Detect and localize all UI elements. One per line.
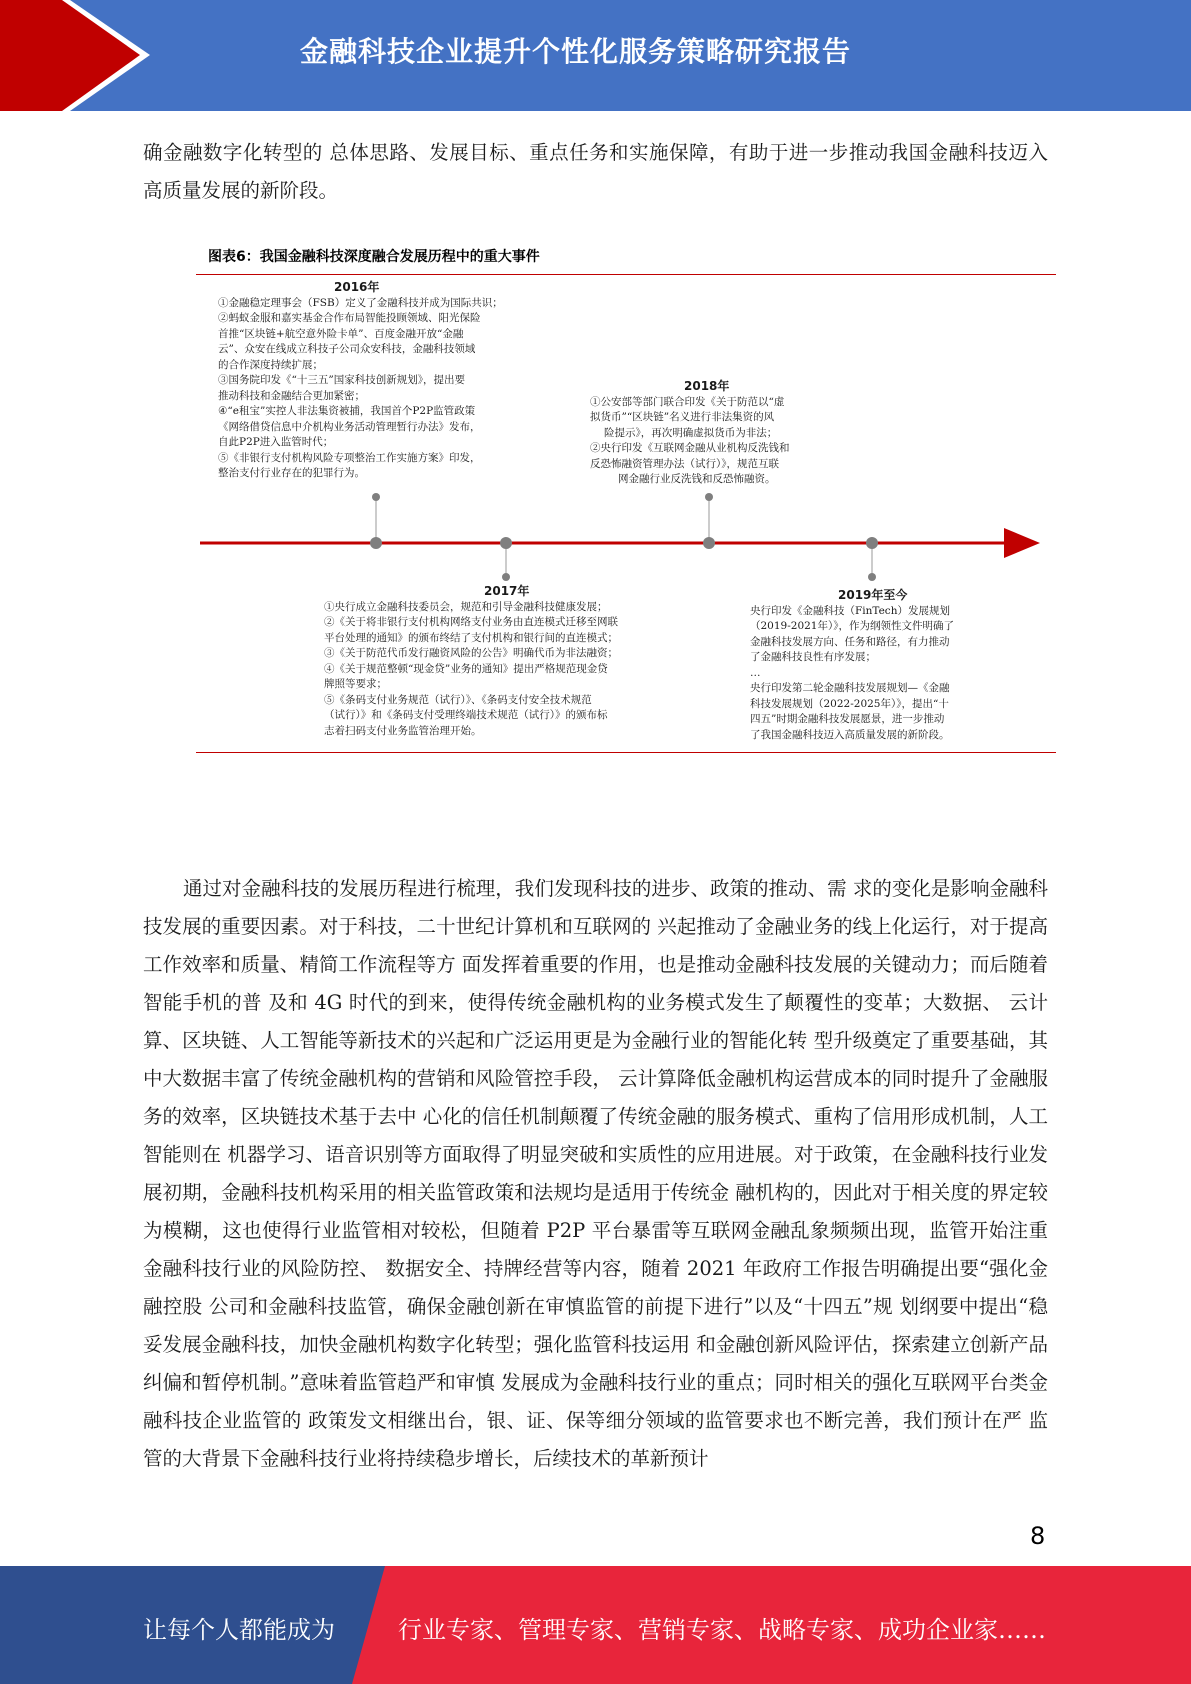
- event-year: 2017年: [484, 584, 530, 598]
- report-title: 金融科技企业提升个性化服务策略研究报告: [300, 35, 852, 68]
- event-line: 整治支付行业存在的犯罪行为。: [218, 467, 365, 479]
- event-line: 四五”时期金融科技发展愿景，进一步推动: [750, 713, 945, 725]
- timeline-node-2016: [370, 493, 382, 549]
- event-line: 险提示》，再次明确虚拟货币为非法；: [604, 426, 778, 439]
- event-line: ②《关于将非银行支付机构网络支付业务由直连模式迁移至网联: [324, 616, 618, 628]
- event-line: ①央行成立金融科技委员会，规范和引导金融科技健康发展；: [324, 600, 608, 613]
- event-line: ④“e租宝”实控人非法集资被捕，我国首个P2P监管政策: [218, 405, 476, 417]
- event-line: （2019-2021年）》，作为纲领性文件明确了: [750, 620, 954, 632]
- event-line: 牌照等要求；: [324, 678, 387, 690]
- event-line: 的合作深度持续扩展；: [218, 358, 323, 371]
- event-2019: [750, 588, 1030, 743]
- body-paragraph-2: 通过对金融科技的发展历程进行梳理，我们发现科技的进步、政策的推动、需 求的变化是影响金融科技发展的重要因素。对于科技，二十世纪计算机和互联网的 兴起推动了金融业务的线上化运行，对于提高工作效率和质量、精简工作流程等方 面发挥着重要的作用，也是推动金融科技发展的关键动力；而后随着智能手机的普 及和 4G 时代的到来，使得传统金融机构的业务模式发生了颠覆性的变革；大数据、 云计算、区块链、人工智能等新技术的兴起和广泛运用更是为金融行业的智能化转 型升级奠定了重要基础，其中大数据丰富了传统金融机构的营销和风险管控手段， 云计算降低金融机构运营成本的同时提升了金融服务的效率，区块链技术基于去中 心化的信任机制颠覆了传统金融的服务模式、重构了信用形成机制，人工智能则在 机器学习、语音识别等方面取得了明显突破和实质性的应用进展。对于政策，在金融科技行业发展初期，金融科技机构采用的相关监管政策和法规均是适用于传统金 融机构的，因此对于相关度的界定较为模糊，这也使得行业监管相对较松，但随着 P2P 平台暴雷等互联网金融乱象频频出现，监管开始注重金融科技行业的风险防控、 数据安全、持牌经营等内容，随着 2021 年政府工作报告明确提出要“强化金融控股 公司和金融科技监管，确保金融创新在审慎监管的前提下进行”以及“十四五”规 划纲要中提出“稳妥发展金融科技，加快金融机构数字化转型；强化监管科技运用 和金融创新风险评估，探索建立创新产品纠偏和暂停机制。”意味着监管趋严和审慎 发展成为金融科技行业的重点；同时相关的强化互联网平台类金融科技企业监管的 政策发文相继出台，银、证、保等细分领域的监管要求也不断完善，我们预计在严 监管的大背景下金融科技行业将持续稳步增长，后续技术的革新预计: [143, 877, 1048, 1470]
- footer-slogan-right: 行业专家、管理专家、营销专家、战略专家、成功企业家……: [398, 1616, 1046, 1644]
- header-chevron-icon: [0, 0, 160, 111]
- event-line: 央行印发《金融科技（FinTech）发展规划: [750, 604, 950, 617]
- event-line: ②蚂蚁金服和嘉实基金合作布局智能投顾领域、阳光保险: [218, 312, 481, 324]
- event-line: ⑤《条码支付业务规范（试行）》、《条码支付安全技术规范: [324, 693, 592, 706]
- event-line: 推动科技和金融结合更加紧密；: [218, 389, 365, 402]
- body-paragraph-1: 确金融数字化转型的 总体思路、发展目标、重点任务和实施保障，有助于进一步推动我国金融科技迈入 高质量发展的新阶段。: [143, 141, 1048, 202]
- event-line: 了我国金融科技迈入高质量发展的新阶段。: [750, 728, 950, 741]
- event-line: ⑤《非银行支付机构风险专项整治工作实施方案》印发，: [218, 451, 481, 464]
- event-line: 反恐怖融资管理办法（试行）》，规范互联: [590, 457, 779, 470]
- event-line: 了金融科技良性有序发展；: [750, 651, 876, 663]
- event-line: 平台处理的通知》的颁布终结了支付机构和银行间的直连模式；: [324, 631, 618, 644]
- event-line: 科技发展规划（2022-2025年）》，提出“十: [750, 697, 949, 710]
- event-line: 金融科技发展方向、任务和路径，有力推动: [750, 635, 950, 648]
- footer-slogan-left: 让每个人都能成为: [143, 1616, 335, 1644]
- event-line: 志着扫码支付业务监管治理开始。: [324, 724, 482, 737]
- timeline-node-2018: [703, 493, 715, 549]
- figure-title: 图表6：我国金融科技深度融合发展历程中的重大事件: [208, 249, 540, 265]
- event-line: ②央行印发《互联网金融从业机构反洗钱和: [590, 442, 790, 454]
- event-line: 自此P2P进入监管时代；: [218, 436, 334, 448]
- event-line: ③《关于防范代币发行融资风险的公告》明确代币为非法融资；: [324, 647, 618, 659]
- event-line: 央行印发第二轮金融科技发展规划—《金融: [750, 682, 950, 694]
- event-line: 首推“区块链+航空意外险卡单”、百度金融开放“金融: [218, 327, 464, 340]
- event-line: （试行）》和《条码支付受理终端技术规范（试行）》的颁布标: [324, 709, 608, 721]
- event-line: ①公安部等部门联合印发《关于防范以“虚: [590, 395, 785, 408]
- event-line: ①金融稳定理事会（FSB）定义了金融科技并成为国际共识；: [218, 296, 503, 309]
- event-line: ③国务院印发《“十三五”国家科技创新规划》，提出要: [218, 374, 465, 386]
- event-year: 2018年: [684, 379, 730, 393]
- event-year: 2019年至今: [838, 588, 908, 602]
- page-number: 8: [1030, 1522, 1046, 1550]
- event-2018: [590, 379, 850, 488]
- timeline-node-2017: [500, 537, 512, 581]
- event-line: 网金融行业反洗钱和反恐怖融资。: [618, 473, 776, 485]
- event-line: ④《关于规范整顿“现金贷”业务的通知》提出严格规范现金贷: [324, 662, 608, 675]
- page-header: [0, 0, 1191, 111]
- event-line: 拟货币”“区块链”名义进行非法集资的风: [590, 411, 775, 423]
- timeline-figure: [196, 240, 1056, 760]
- figure-bottom-rule: [196, 752, 1056, 753]
- event-year: 2016年: [334, 280, 380, 294]
- event-line: …: [750, 666, 761, 679]
- timeline-node-2019: [866, 537, 878, 581]
- page-footer: [0, 1566, 1191, 1684]
- event-line: 云”、众安在线成立科技子公司众安科技，金融科技领域: [218, 343, 476, 355]
- event-2016: [218, 280, 538, 482]
- event-line: 《网络借贷信息中介机构业务活动管理暂行办法》发布，: [218, 420, 481, 433]
- event-2017: [324, 584, 684, 739]
